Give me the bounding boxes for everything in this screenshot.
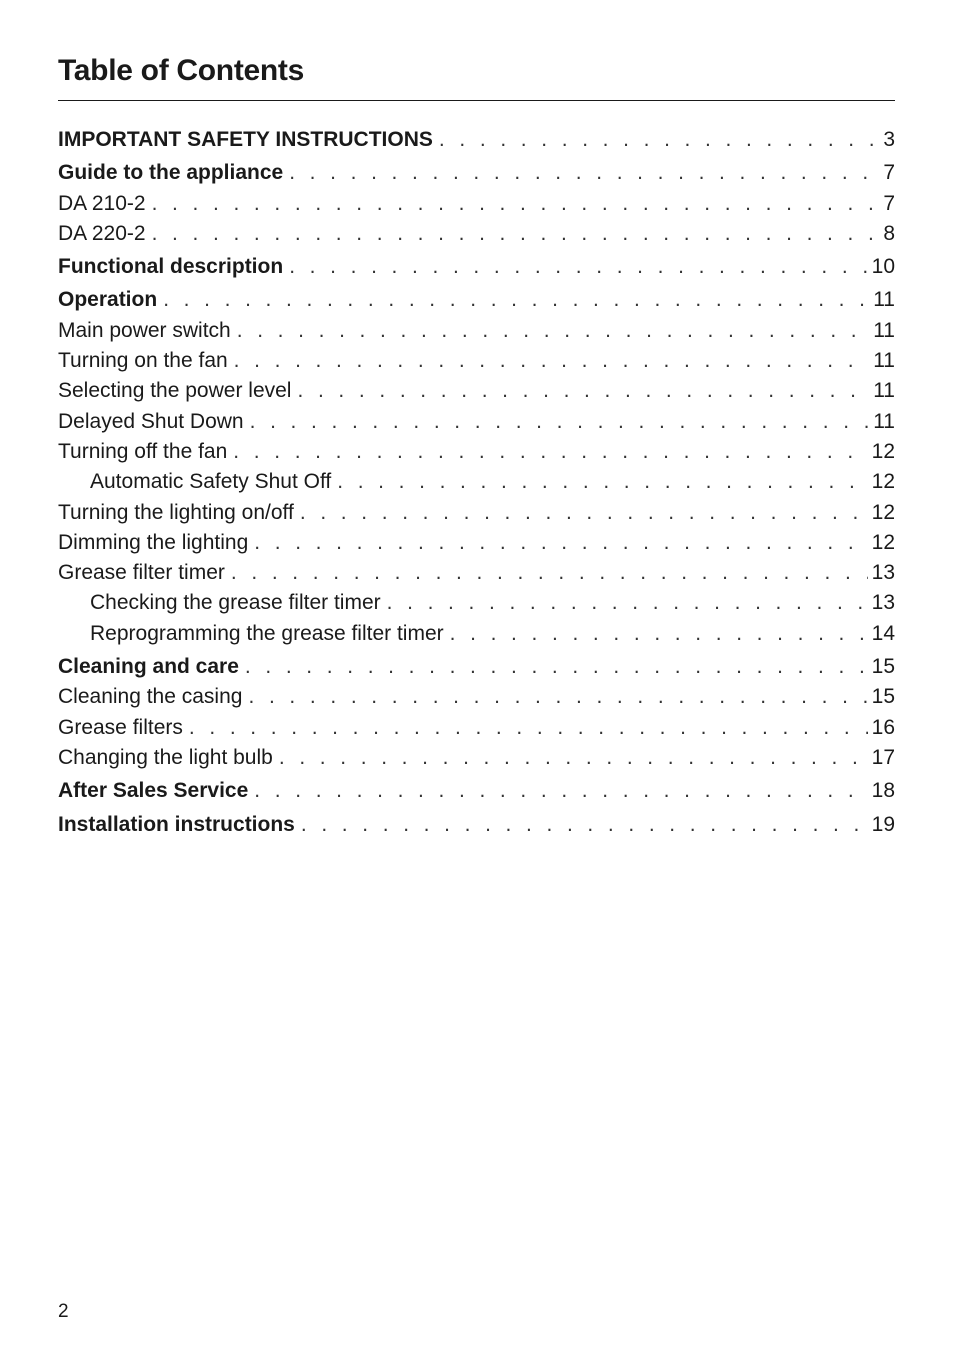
- toc-entry-page: 12: [871, 500, 895, 524]
- toc-entry-guide-to-the-appliance[interactable]: [58, 158, 895, 188]
- toc-entry-label: Turning off the fan: [58, 439, 228, 463]
- toc-entry-page: 7: [883, 191, 895, 215]
- dot-leader: [254, 776, 867, 806]
- toc-entry-main-power-switch[interactable]: [58, 316, 895, 346]
- toc-entry-cleaning-and-care[interactable]: [58, 652, 895, 682]
- toc-entry-turning-the-lighting-on-off[interactable]: [58, 498, 895, 528]
- toc-entry-checking-the-grease-filter-timer[interactable]: [58, 588, 895, 618]
- page-number: 2: [58, 1301, 69, 1322]
- toc-entry-page: 14: [871, 621, 895, 645]
- toc-entry-page: 19: [871, 812, 895, 836]
- dot-leader: [237, 316, 869, 346]
- title-divider: [58, 100, 895, 101]
- dot-leader: [248, 682, 867, 712]
- toc-entry-page: 7: [883, 161, 895, 185]
- toc-entry-label: IMPORTANT SAFETY INSTRUCTIONS: [58, 128, 433, 151]
- toc-entry-automatic-safety-shut-off[interactable]: [58, 467, 895, 497]
- dot-leader: [300, 498, 868, 528]
- dot-leader: [337, 467, 867, 497]
- toc-entry-label: Dimming the lighting: [58, 530, 249, 554]
- toc-entry-cleaning-the-casing[interactable]: [58, 682, 895, 712]
- dot-leader: [163, 285, 869, 315]
- toc-entry-page: 15: [871, 685, 895, 709]
- toc-entry-label: DA 220-2: [58, 221, 146, 245]
- toc-entry-reprogramming-the-grease-filter-timer[interactable]: [58, 619, 895, 649]
- toc-entry-page: 3: [883, 128, 895, 151]
- toc-entry-label: Delayed Shut Down: [58, 409, 244, 433]
- toc-entry-turning-off-the-fan[interactable]: [58, 437, 895, 467]
- toc-entry-page: 18: [871, 779, 895, 803]
- toc-entry-page: 12: [871, 530, 895, 554]
- toc-entry-turning-on-the-fan[interactable]: [58, 346, 895, 376]
- toc-entry-page: 10: [871, 255, 895, 279]
- dot-leader: [152, 189, 880, 219]
- toc-entry-page: 13: [871, 561, 895, 585]
- toc-entry-functional-description[interactable]: [58, 252, 895, 282]
- toc-entry-label: Reprogramming the grease filter timer: [90, 621, 444, 645]
- toc-entry-label: Turning the lighting on/off: [58, 500, 294, 524]
- toc-entry-page: 12: [871, 439, 895, 463]
- toc-entry-page: 17: [871, 745, 895, 769]
- dot-leader: [234, 346, 870, 376]
- toc-entry-after-sales-service[interactable]: [58, 776, 895, 806]
- toc-entry-label: Turning on the fan: [58, 349, 228, 373]
- dot-leader: [289, 252, 867, 282]
- dot-leader: [250, 407, 870, 437]
- dot-leader: [231, 558, 868, 588]
- toc-entry-selecting-the-power-level[interactable]: [58, 376, 895, 406]
- toc-entry-page: 13: [871, 591, 895, 615]
- dot-leader: [297, 376, 869, 406]
- toc-entry-label: Cleaning and care: [58, 655, 239, 679]
- dot-leader: [387, 588, 868, 618]
- toc-entry-label: Checking the grease filter timer: [90, 591, 381, 615]
- dot-leader: [450, 619, 868, 649]
- page-title: Table of Contents: [58, 54, 305, 87]
- toc-entry-label: Main power switch: [58, 318, 231, 342]
- toc-entry-grease-filters[interactable]: [58, 713, 895, 743]
- toc-entry-installation-instructions[interactable]: [58, 810, 895, 840]
- toc-entry-page: 12: [871, 470, 895, 494]
- toc-entry-label: Guide to the appliance: [58, 161, 284, 185]
- toc-entry-label: Grease filter timer: [58, 561, 225, 585]
- dot-leader: [245, 652, 868, 682]
- toc-entry-page: 8: [883, 221, 895, 245]
- toc-entry-da-220-2[interactable]: [58, 219, 895, 249]
- toc-entry-operation[interactable]: [58, 285, 895, 315]
- toc-entry-page: 16: [871, 715, 895, 739]
- dot-leader: [301, 810, 868, 840]
- dot-leader: [189, 713, 868, 743]
- toc-entry-changing-the-light-bulb[interactable]: [58, 743, 895, 773]
- dot-leader: [254, 528, 867, 558]
- toc-entry-label: Automatic Safety Shut Off: [90, 470, 332, 494]
- toc-entry-page: 11: [873, 318, 895, 342]
- toc-entry-label: DA 210-2: [58, 191, 146, 215]
- toc-entry-page: 11: [873, 409, 895, 433]
- toc-entry-label: Changing the light bulb: [58, 745, 273, 769]
- toc-entry-grease-filter-timer[interactable]: [58, 558, 895, 588]
- toc-entry-page: 15: [871, 655, 895, 679]
- dot-leader: [279, 743, 868, 773]
- dot-leader: [233, 437, 867, 467]
- toc-entry-dimming-the-lighting[interactable]: [58, 528, 895, 558]
- toc-entry-label: Cleaning the casing: [58, 685, 243, 709]
- toc-entry-label: Selecting the power level: [58, 379, 292, 403]
- toc-entry-page: 11: [873, 379, 895, 403]
- toc-entry-important-safety-instructions[interactable]: [58, 125, 895, 155]
- toc-entry-delayed-shut-down[interactable]: [58, 407, 895, 437]
- toc-entry-da-210-2[interactable]: [58, 189, 895, 219]
- dot-leader: [289, 158, 879, 188]
- toc-entry-label: Installation instructions: [58, 812, 295, 836]
- toc-entry-page: 11: [873, 288, 895, 312]
- dot-leader: [439, 125, 879, 155]
- table-of-contents: [58, 125, 895, 840]
- toc-entry-label: After Sales Service: [58, 779, 249, 803]
- dot-leader: [152, 219, 880, 249]
- toc-entry-label: Operation: [58, 288, 158, 312]
- toc-entry-label: Grease filters: [58, 715, 183, 739]
- toc-entry-page: 11: [873, 349, 895, 373]
- toc-entry-label: Functional description: [58, 255, 284, 279]
